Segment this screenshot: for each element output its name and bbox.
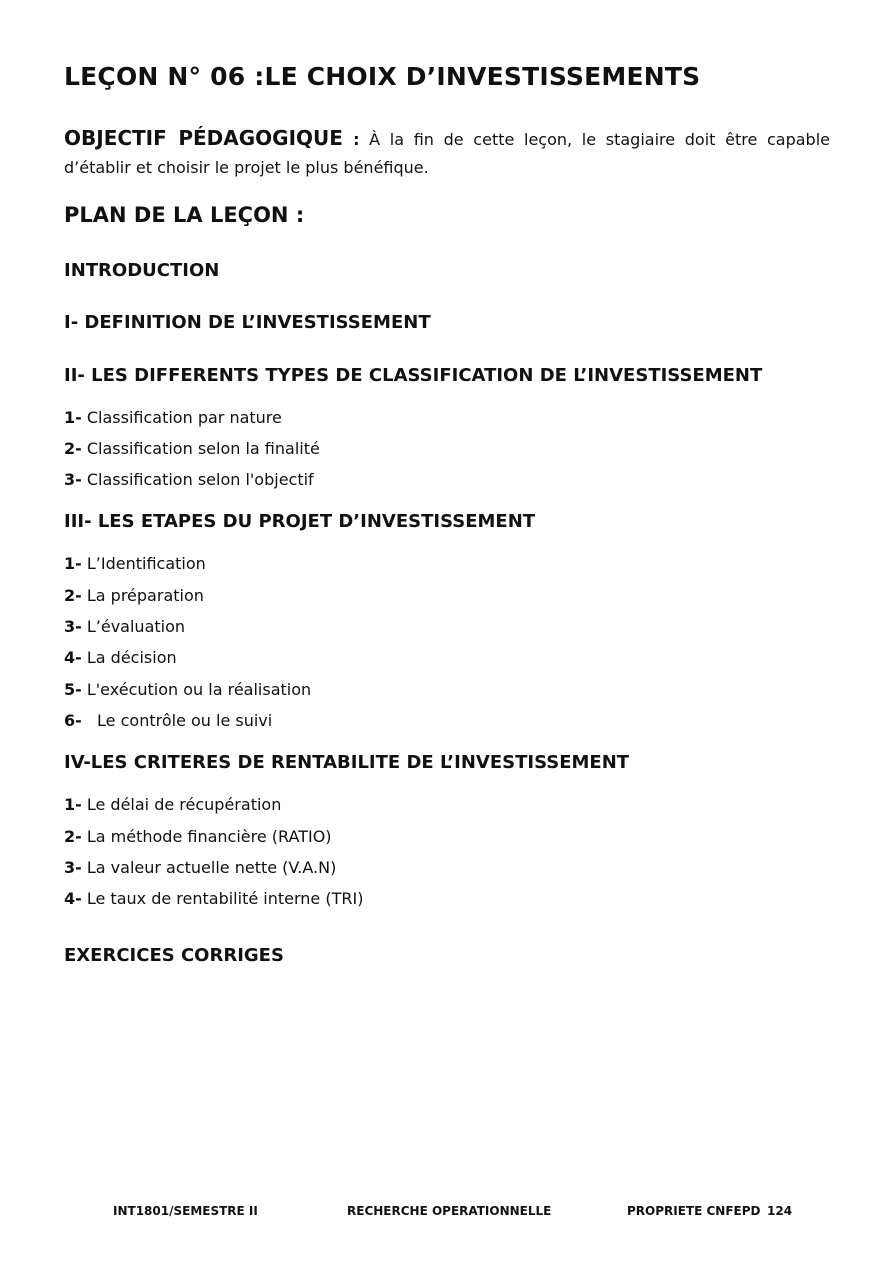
list-item-text: L’évaluation	[81, 617, 186, 636]
list-item-number: 2-	[64, 586, 82, 605]
list-item	[64, 470, 314, 489]
section-2-title: II- LES DIFFERENTS TYPES DE CLASSIFICATION DE L’INVESTISSEMENT	[64, 365, 763, 386]
list-item	[64, 439, 320, 458]
objective-colon: :	[342, 130, 360, 149]
list-item	[64, 711, 272, 730]
list-item-text: L'exécution ou la réalisation	[81, 680, 312, 699]
footer-owner: PROPRIETE CNFEPD	[627, 1204, 761, 1218]
section-1-title: I- DEFINITION DE L’INVESTISSEMENT	[64, 312, 431, 333]
list-item	[64, 648, 177, 667]
list-item-text: Classification selon la finalité	[81, 439, 320, 458]
footer-subject: RECHERCHE OPERATIONNELLE	[347, 1204, 552, 1218]
list-item-text: La méthode financière (RATIO)	[81, 827, 332, 846]
list-item-number: 2-	[64, 439, 82, 458]
list-item-number: 3-	[64, 470, 82, 489]
footer-course-code: INT1801/SEMESTRE II	[113, 1204, 258, 1218]
section-3-title: III- LES ETAPES DU PROJET D’INVESTISSEMENT	[64, 511, 536, 532]
list-item-text: Le taux de rentabilité interne (TRI)	[81, 889, 364, 908]
objective-paragraph	[64, 124, 830, 182]
list-item-text: Classification par nature	[81, 408, 282, 427]
list-item-text: Le contrôle ou le suivi	[81, 711, 273, 730]
list-item	[64, 617, 185, 636]
objective-text: À la fin de cette leçon, le stagiaire doit être capable d’établir et choisir le projet le plus bénéfique.	[64, 130, 830, 177]
list-item-number: 2-	[64, 827, 82, 846]
list-item-number: 5-	[64, 680, 82, 699]
section-4-title: IV-LES CRITERES DE RENTABILITE DE L’INVESTISSEMENT	[64, 752, 630, 773]
list-item-number: 3-	[64, 858, 82, 877]
list-item-number: 4-	[64, 889, 82, 908]
list-item-text: La décision	[81, 648, 177, 667]
list-item-number: 6-	[64, 711, 82, 730]
list-item	[64, 858, 336, 877]
list-item-text: La préparation	[81, 586, 204, 605]
list-item-text: Classification selon l'objectif	[81, 470, 314, 489]
list-item-text: La valeur actuelle nette (V.A.N)	[81, 858, 337, 877]
list-item	[64, 827, 332, 846]
list-item	[64, 795, 281, 814]
list-item	[64, 680, 311, 699]
list-item-text: L’Identification	[81, 554, 206, 573]
footer-page-number: 124	[767, 1204, 793, 1218]
list-item-number: 1-	[64, 554, 82, 573]
list-item	[64, 554, 206, 573]
list-item	[64, 889, 363, 908]
objective-label: OBJECTIF PÉDAGOGIQUE	[64, 126, 343, 150]
list-item-text: Le délai de récupération	[81, 795, 282, 814]
list-item-number: 1-	[64, 795, 82, 814]
lesson-title: LEÇON N° 06 :LE CHOIX D’INVESTISSEMENTS	[64, 62, 701, 91]
list-item-number: 3-	[64, 617, 82, 636]
list-item-number: 1-	[64, 408, 82, 427]
list-item-number: 4-	[64, 648, 82, 667]
list-item	[64, 408, 282, 427]
list-item	[64, 586, 204, 605]
section-exercises: EXERCICES CORRIGES	[64, 945, 284, 966]
section-introduction: INTRODUCTION	[64, 260, 220, 281]
plan-title: PLAN DE LA LEÇON :	[64, 203, 305, 227]
